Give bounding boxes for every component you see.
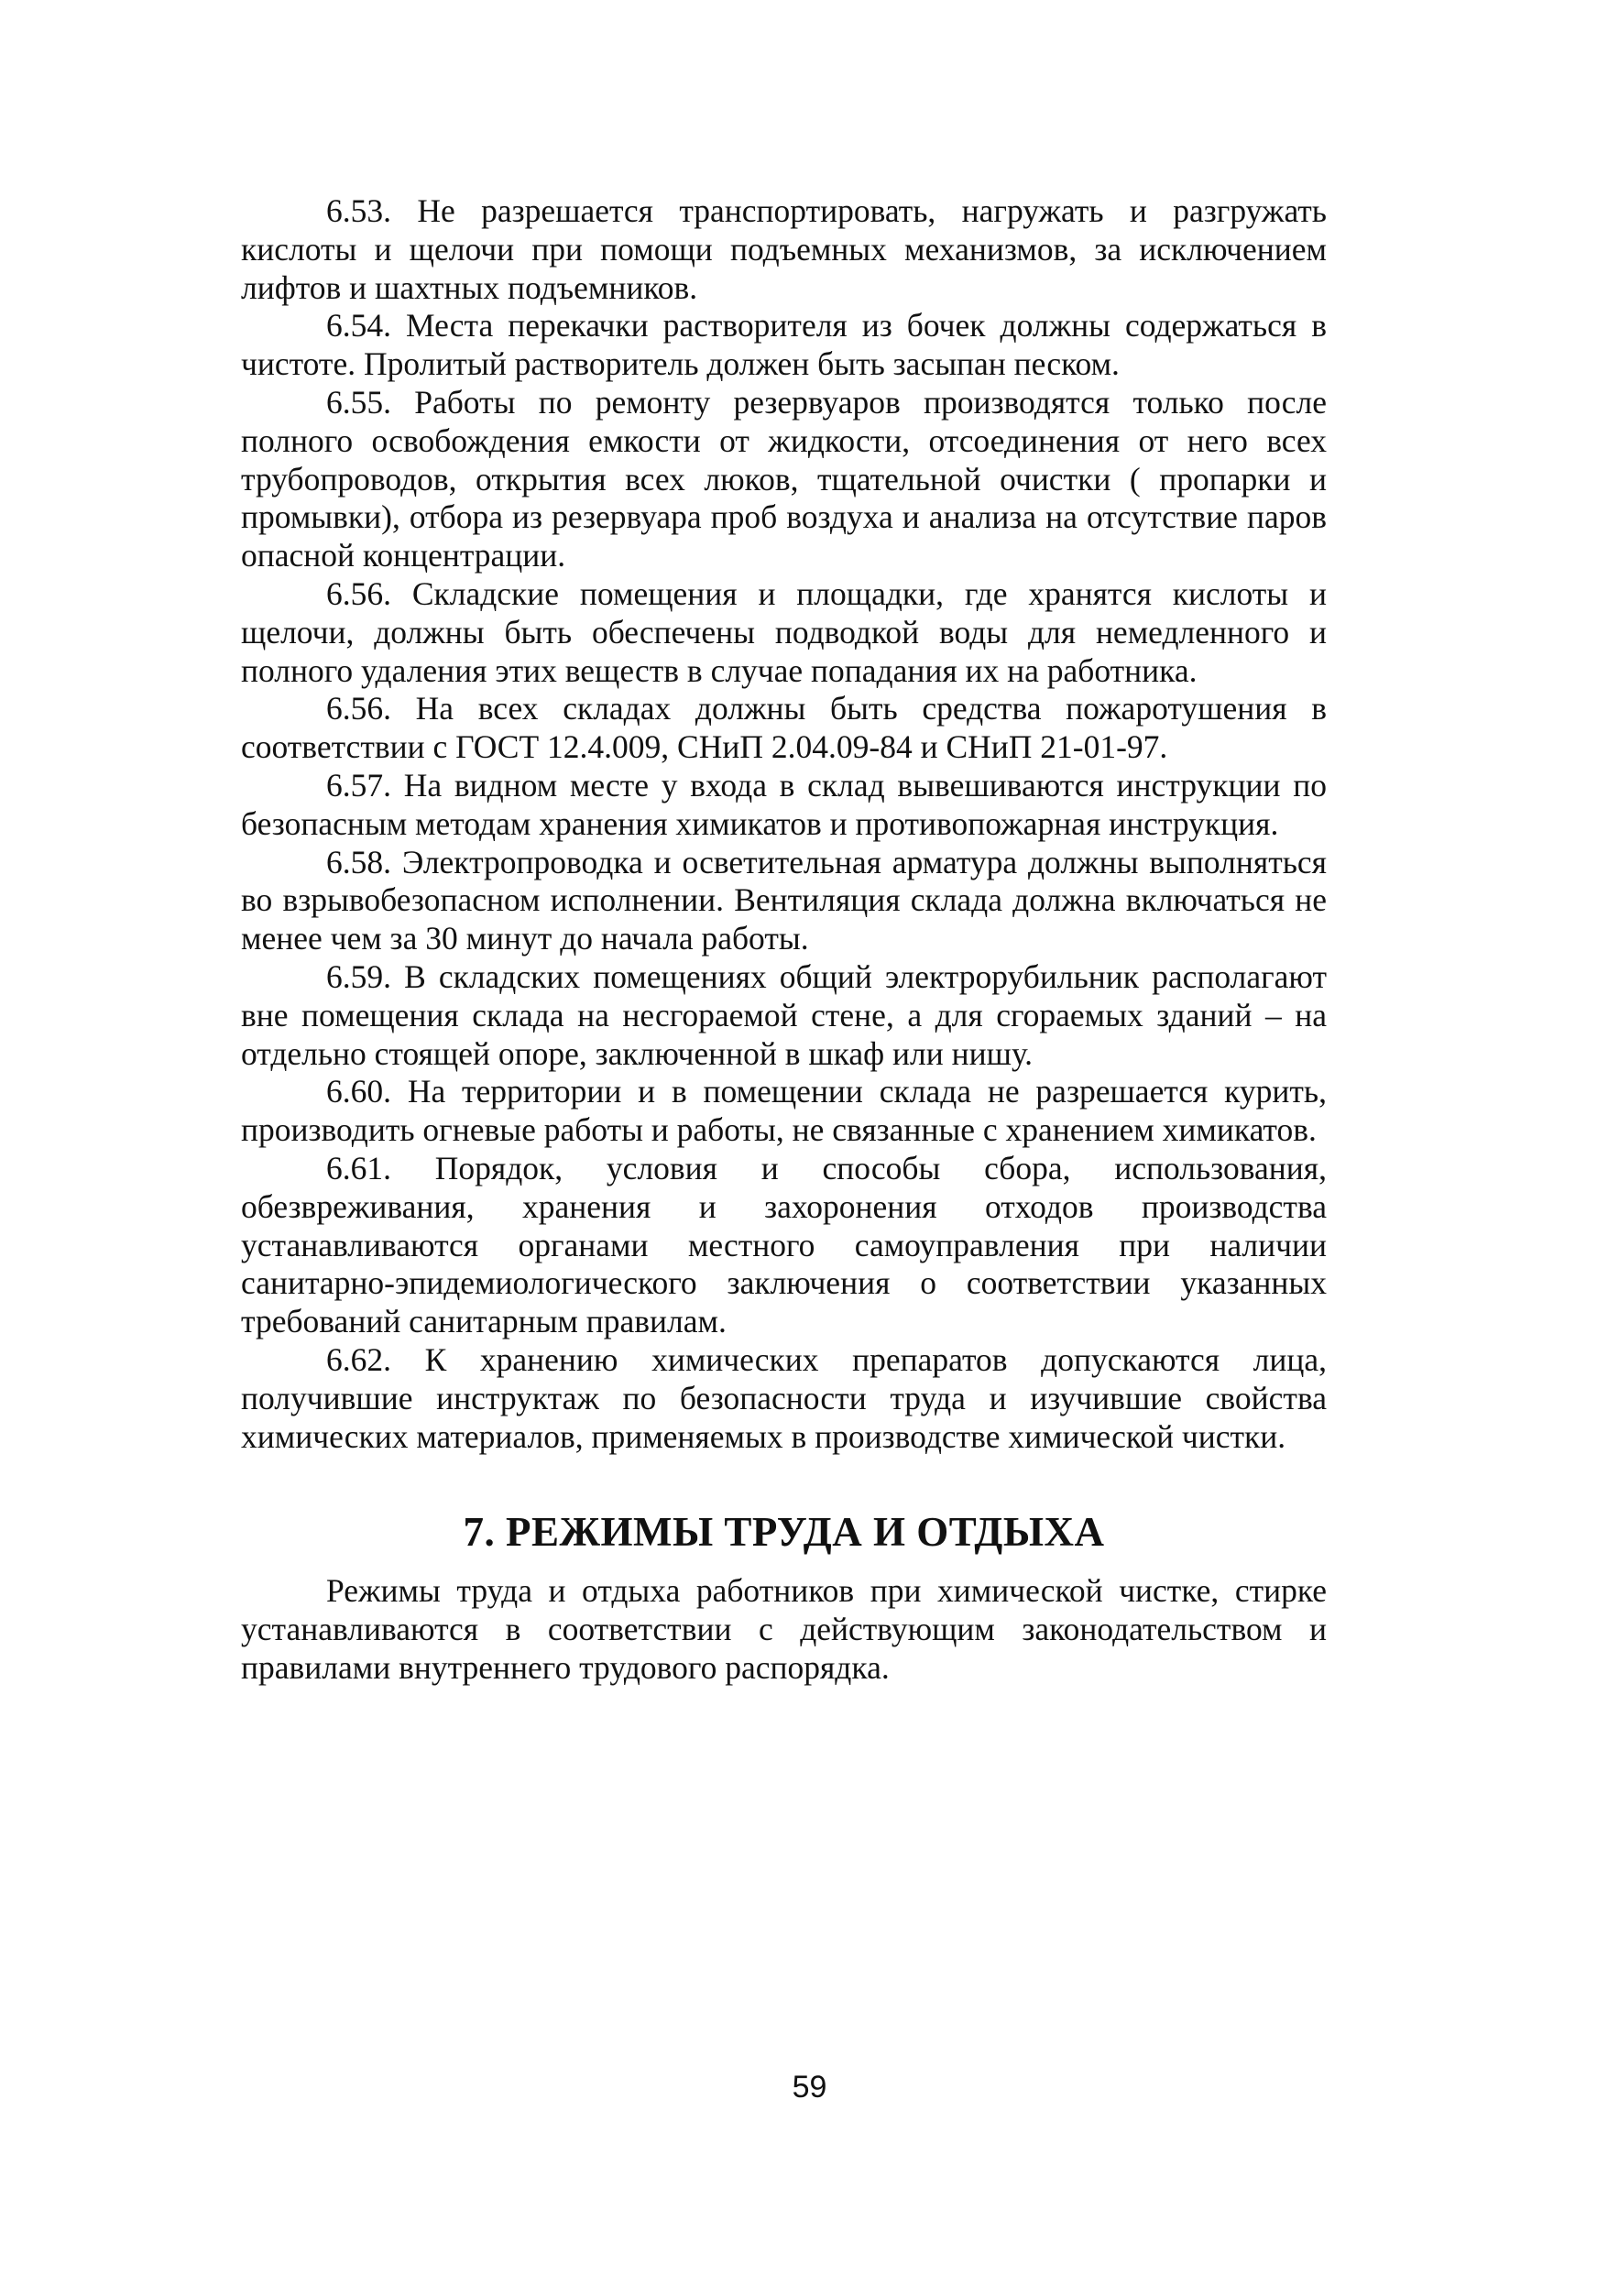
paragraph-6-59: 6.59. В складских помещениях общий электрорубильник располагают вне помещения склада на несгораемой стене, а для сгораемых зданий – на отдельно стоящей опоре, заключенной в шкаф или нишу.: [241, 957, 1327, 1072]
section-7-paragraph: Режимы труда и отдыха работников при химической чистке, стирке устанавливаются в соответствии с действующим законодательством и правилами внутреннего трудового распорядка.: [241, 1572, 1327, 1686]
paragraph-6-56-storage: 6.56. Складские помещения и площадки, где хранятся кислоты и щелочи, должны быть обеспечены подводкой воды для немедленного и полного удаления этих веществ в случае попадания их на работника.: [241, 574, 1327, 689]
section-7-heading: 7. РЕЖИМЫ ТРУДА И ОТДЫХА: [463, 1509, 1105, 1556]
paragraph-6-54: 6.54. Места перекачки растворителя из бочек должны содержаться в чистоте. Пролитый растворитель должен быть засыпан песком.: [241, 307, 1327, 383]
paragraph-6-56-fire: 6.56. На всех складах должны быть средства пожаротушения в соответствии с ГОСТ 12.4.009, СНиП 2.04.09-84 и СНиП 21-01-97.: [241, 690, 1327, 766]
page-number: 59: [792, 2070, 827, 2105]
paragraph-6-60: 6.60. На территории и в помещении склада не разрешается курить, производить огневые работы и работы, не связанные с хранением химикатов.: [241, 1073, 1327, 1149]
document-page: [241, 192, 1327, 1688]
paragraph-6-53: 6.53. Не разрешается транспортировать, нагружать и разгружать кислоты и щелочи при помощи подъемных механизмов, за исключением лифтов и шахтных подъемников.: [241, 192, 1327, 306]
paragraph-6-58: 6.58. Электропроводка и осветительная арматура должны выполняться во взрывобезопасном исполнении. Вентиляция склада должна включаться не менее чем за 30 минут до начала работы.: [241, 843, 1327, 957]
paragraph-6-55: 6.55. Работы по ремонту резервуаров производятся только после полного освобождения емкости от жидкости, отсоединения от него всех трубопроводов, открытия всех люков, тщательной очистки ( пропарки и промывки), отбора из резервуара проб воздуха и анализа на отсутствие паров опасной концентрации.: [241, 383, 1327, 574]
paragraph-6-62: 6.62. К хранению химических препаратов допускаются лица, получившие инструктаж по безопасности труда и изучившие свойства химических материалов, применяемых в производстве химической чистки.: [241, 1340, 1327, 1455]
paragraph-6-57: 6.57. На видном месте у входа в склад вывешиваются инструкции по безопасным методам хранения химикатов и противопожарная инструкция.: [241, 766, 1327, 842]
paragraph-6-61: 6.61. Порядок, условия и способы сбора, использования, обезвреживания, хранения и захоронения отходов производства устанавливаются органами местного самоуправления при наличии санитарно-эпидемиологического заключения о соответствии указанных требований санитарным правилам.: [241, 1149, 1327, 1340]
